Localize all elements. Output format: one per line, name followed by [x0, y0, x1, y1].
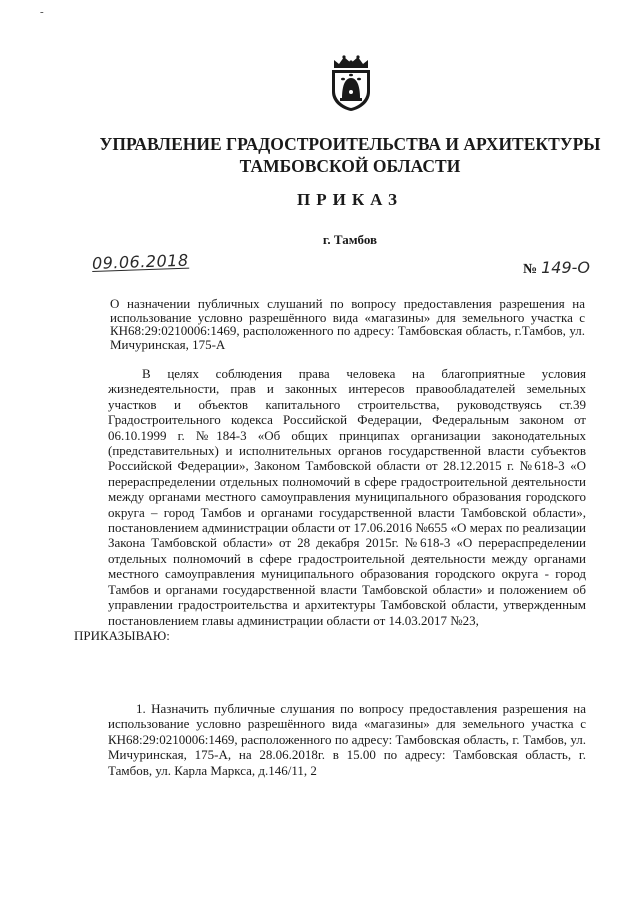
order-subject: О назначении публичных слушаний по вопросу предоставления разрешения на использование условно разрешённого вида «магазины» для земельного участка с КН68:29:0210006:1469, расположенного по адресу: Тамбовская область, г.Тамбов, ул. Мичуринская, 175-А	[110, 296, 585, 352]
page-mark: -	[40, 6, 44, 18]
document-type-heading: ПРИКАЗ	[297, 190, 403, 209]
organization-title-line-1: УПРАВЛЕНИЕ ГРАДОСТРОИТЕЛЬСТВА И АРХИТЕКТУРЫ	[99, 134, 601, 154]
organization-title	[60, 133, 640, 177]
coat-of-arms-icon	[328, 54, 374, 112]
preamble-paragraph	[74, 366, 586, 643]
order-number-prefix: №	[523, 262, 538, 277]
order-item-1: 1. Назначить публичные слушания по вопросу предоставления разрешения на использование условно разрешённого вида «магазины» для земельного участка с КН68:29:0210006:1469, расположенного по адресу: Тамбовская область, г. Тамбов, ул. Мичуринская, 175-А, на 28.06.2018г. в 15.00 по адресу: Тамбовская область, г. Тамбов, ул. Карла Маркса, д.146/11, 2	[108, 701, 586, 778]
handwritten-order-number: 149-О	[541, 258, 590, 277]
handwritten-date: 09.06.2018	[91, 250, 189, 273]
preamble-text: В целях соблюдения права человека на благоприятные условия жизнедеятельности, прав и законных интересов правообладателей земельных участков и объектов капитального строительства, руководствуясь ст.39 Градостроительного кодекса Российской Федерации, Федеральным законом от 06.10.1999 г. №184-3 «Об общих принципах организации законодательных (представительных) и исполнительных органов государственной власти субъектов Российской Федерации», Законом Тамбовской области от 28.12.2015 г. №618-3 «О перераспределении отдельных полномочий в сфере градостроительной деятельности между органами местного самоуправления муниципального образования городского округа – город Тамбов и органами государственной власти Тамбовской области», постановлением администрации области от 17.06.2016 №655 «О мерах по реализации Закона Тамбовской области» от 28 декабря 2015г. №618-3 «О перераспределении отдельных полномочий в сфере градостроительной деятельности между органами местного самоуправления муниципального образования городского округа - город Тамбов и органами государственной власти Тамбовской области» и положением об управлении градостроительства и архитектуры Тамбовской области, утвержденным постановлением главы администрации области от 14.03.2017 №23,	[108, 366, 586, 628]
organization-title-line-2: ТАМБОВСКОЙ ОБЛАСТИ	[239, 156, 461, 176]
city-line: г. Тамбов	[322, 232, 378, 247]
order-number	[523, 258, 590, 278]
order-word: ПРИКАЗЫВАЮ:	[74, 627, 170, 643]
